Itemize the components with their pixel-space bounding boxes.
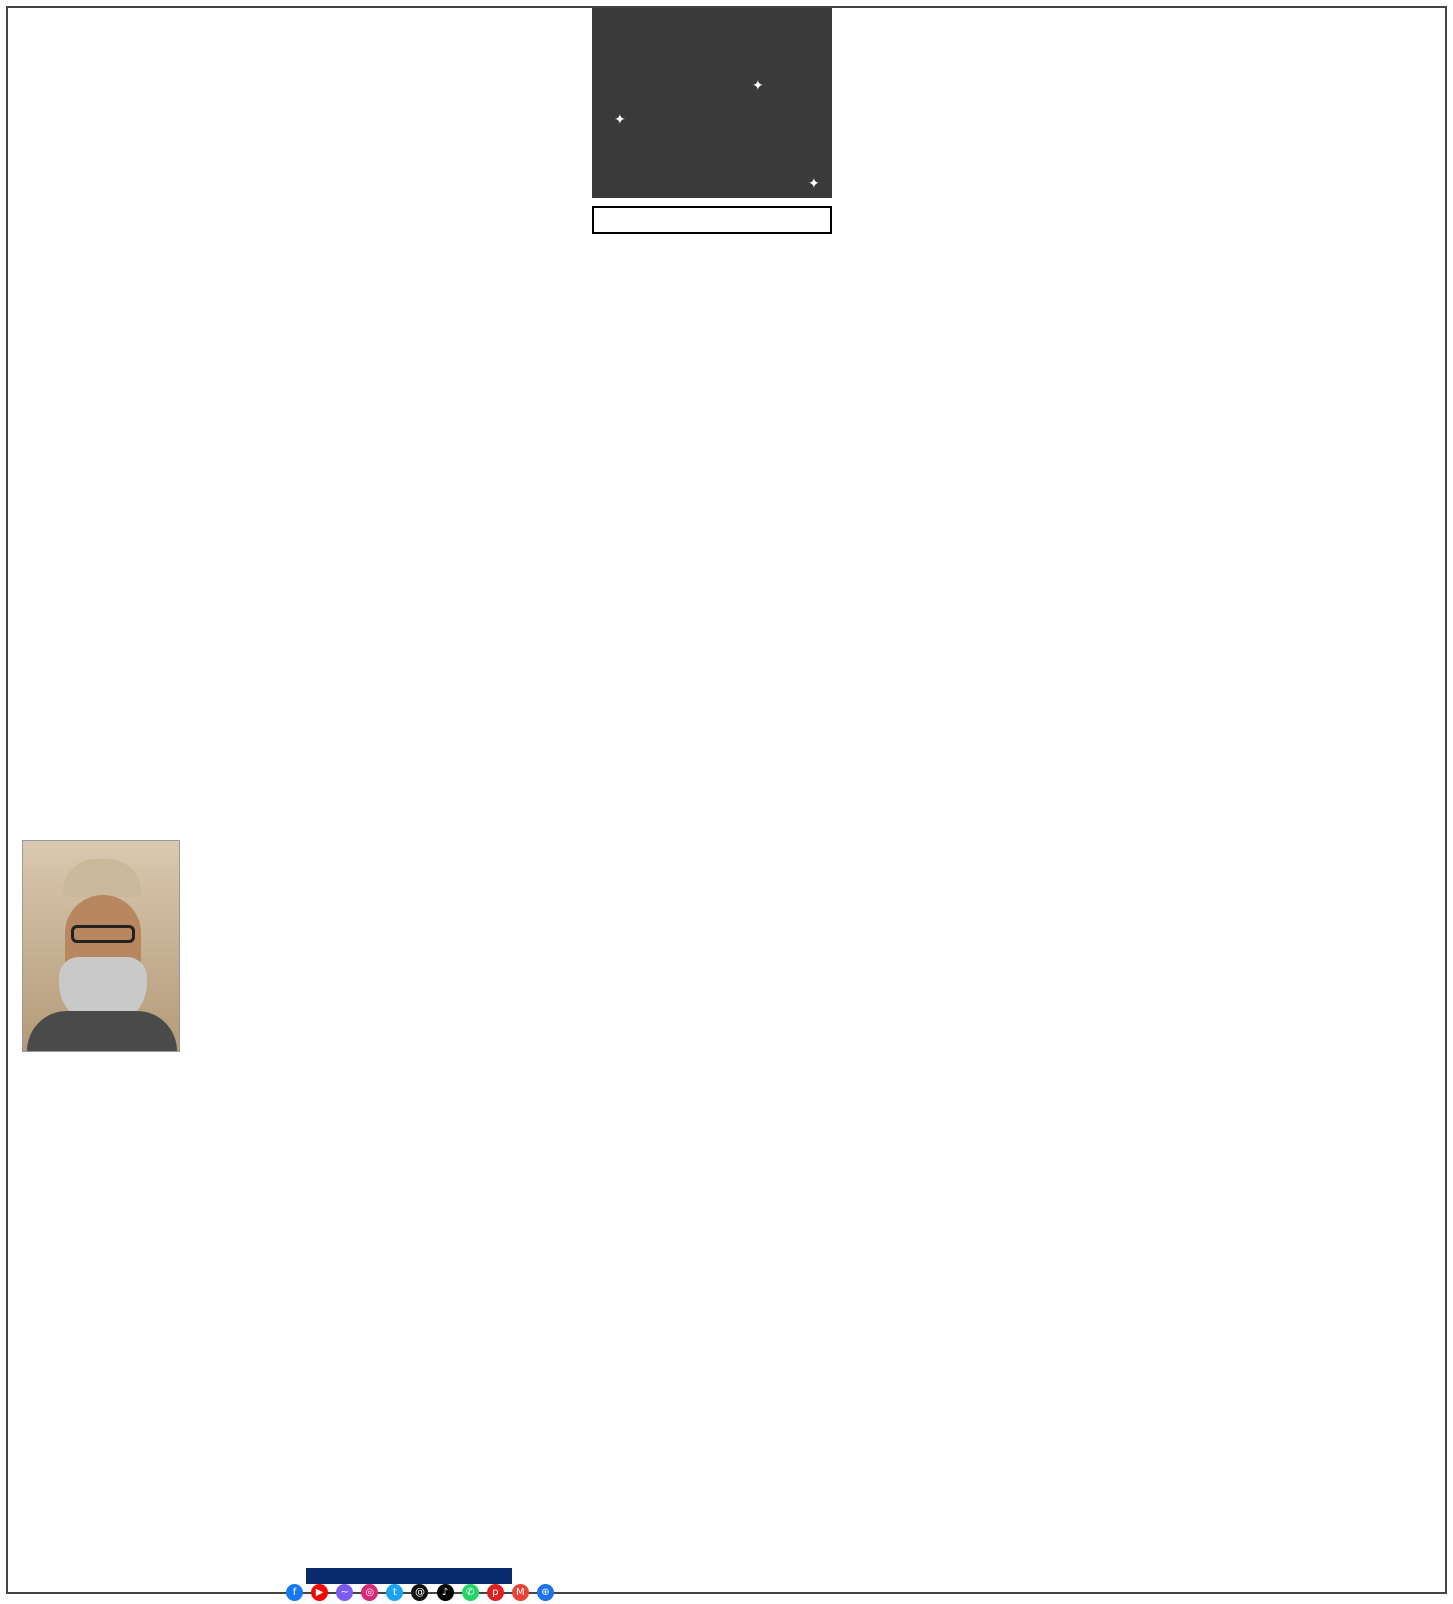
instagram-icon[interactable]: ◎ bbox=[361, 1584, 378, 1601]
star-icon: ✦ bbox=[808, 176, 820, 192]
website-icon[interactable]: ⊕ bbox=[537, 1584, 554, 1601]
threads-icon[interactable]: @ bbox=[411, 1584, 428, 1601]
gmail-icon[interactable]: M bbox=[512, 1584, 529, 1601]
facebook-icon[interactable]: f bbox=[286, 1584, 303, 1601]
masthead-date bbox=[592, 206, 832, 234]
social-icons bbox=[286, 1584, 557, 1604]
star-icon: ✦ bbox=[614, 112, 626, 128]
twitter-icon[interactable]: t bbox=[386, 1584, 403, 1601]
messenger-icon[interactable]: ~ bbox=[336, 1584, 353, 1601]
social-handle bbox=[306, 1568, 512, 1584]
tiktok-icon[interactable]: ♪ bbox=[437, 1584, 454, 1601]
masthead bbox=[592, 8, 832, 198]
youtube-icon[interactable]: ▶ bbox=[311, 1584, 328, 1601]
whatsapp-icon[interactable]: ✆ bbox=[462, 1584, 479, 1601]
poet-photo bbox=[22, 840, 180, 1052]
star-icon: ✦ bbox=[752, 78, 764, 94]
pinterest-icon[interactable]: p bbox=[487, 1584, 504, 1601]
page-frame bbox=[6, 6, 1447, 1594]
